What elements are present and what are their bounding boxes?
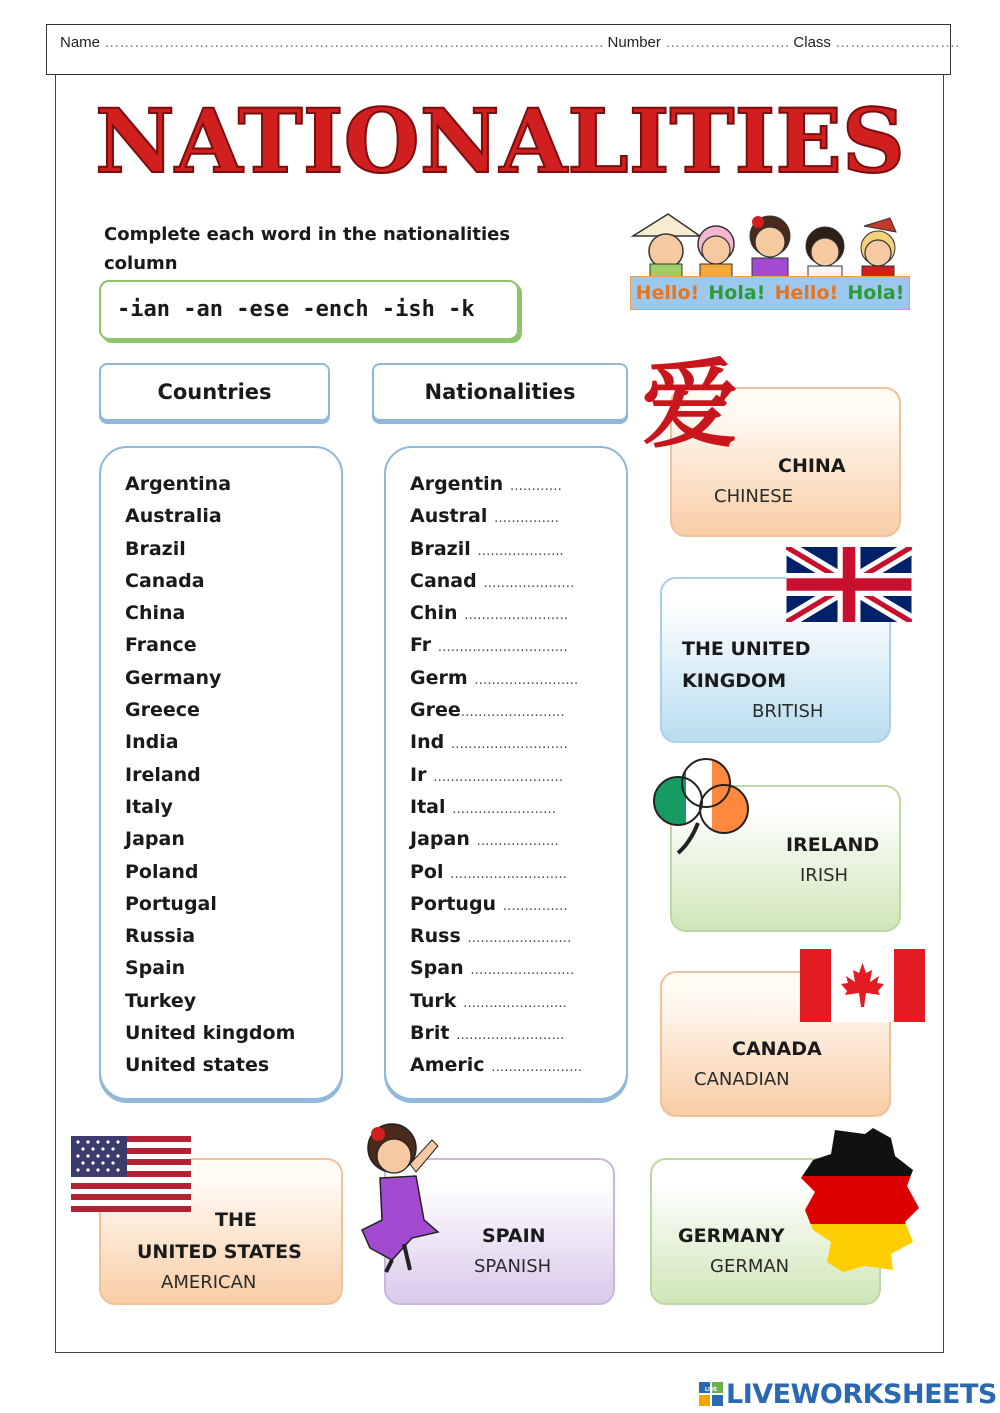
country-item: Germany [125,666,222,689]
nationality-item [410,856,582,888]
logo-badge-text: LIVE [704,1387,718,1393]
card-country: GERMANY [678,1225,785,1247]
nationality-item [410,565,582,597]
card-country: IRELAND [786,834,880,856]
nationality-item [410,1017,582,1049]
answer-blank[interactable]: ……………………… [450,737,568,753]
nationality-stem: Germ [410,666,468,689]
answer-blank[interactable]: ………………… [491,1060,583,1076]
answer-blank[interactable]: ………………. [476,834,559,850]
country-item: Japan [125,828,185,851]
nationality-item [410,694,582,726]
nationality-stem: Argentin [410,473,504,495]
number-label: Number [607,34,661,51]
nationality-stem: Austral [410,505,488,528]
answer-blank[interactable]: ……………………… [450,866,568,882]
card-nationality: IRISH [800,865,849,886]
uk-flag-icon [786,547,912,622]
card-nationality: CANADIAN [694,1069,790,1090]
liveworksheets-logo-text: LIVEWORKSHEETS [726,1378,997,1410]
class-label: Class [793,34,831,51]
nationality-item [410,500,582,532]
country-item: Ireland [125,763,201,786]
child-1 [633,214,700,278]
page-title [90,92,910,192]
nationality-stem: Fr [410,634,432,657]
answer-blank[interactable]: ………………………… [437,640,568,656]
germany-map-flag-icon [795,1126,927,1274]
nationality-stem: Brazil [410,537,471,560]
nationality-stem: Span [410,957,464,980]
nationality-stem: Russ [410,925,461,948]
liveworksheets-badge-icon [698,1381,724,1407]
banner-word-2: Hola! [708,282,766,304]
answer-blank[interactable]: …………………… [470,963,575,979]
nationality-item [410,985,582,1017]
child-3 [750,216,790,278]
card-nationality: GERMAN [710,1256,790,1277]
country-item: Spain [125,957,186,980]
nationality-item [410,888,582,920]
child-4 [806,227,844,278]
nationality-stem: Brit [410,1022,450,1045]
nationalities-list-panel [384,446,628,1100]
card-nationality: CHINESE [714,486,794,507]
nationality-item [410,629,582,661]
endings-box: -ian -an -ese -ench -ish -k [99,280,519,340]
nationality-stem: Japan [410,828,470,851]
nationality-stem: Turk [410,989,457,1012]
countries-list [125,468,295,1082]
nationality-item [410,759,582,791]
nationality-item [410,952,582,984]
page-title-text: NATIONALITIES [95,92,905,192]
country-item: United states [125,1054,270,1077]
nationality-stem: Canad [410,569,477,592]
card-country: CHINA [778,455,846,477]
card-country: SPAIN [482,1225,546,1247]
answer-blank[interactable]: ……………………. [456,1028,565,1044]
country-item: Italy [125,795,173,818]
flamenco-dancer-illustration [352,1120,454,1276]
nationality-item [410,726,582,758]
answer-blank[interactable]: …………… [493,511,559,527]
answer-blank[interactable]: ………………… [483,575,575,591]
canada-flag-icon [800,949,925,1022]
country-item: France [125,634,197,657]
liveworksheets-logo[interactable] [698,1376,997,1412]
name-blank[interactable]: ………………………………………………………………………………………. [104,34,604,51]
country-item: Poland [125,860,199,883]
nationalities-header: Nationalities [372,363,628,421]
banner-word-1: Hello! [635,282,700,304]
countries-list-panel [99,446,343,1100]
name-label: Name [60,34,101,51]
child-2 [698,226,734,278]
country-item: Australia [125,505,222,528]
answer-blank[interactable]: ……………….. [477,543,564,559]
nationality-item [410,791,582,823]
card-nationality: BRITISH [752,701,824,722]
card-nationality: AMERICAN [161,1272,257,1293]
answer-blank[interactable]: …………………… [474,672,579,688]
nationality-item [410,597,582,629]
card-country-line-1: THE UNITED [682,638,811,660]
card-country-line-2: UNITED STATES [137,1241,302,1263]
country-item: Argentina [125,473,232,495]
country-item: China [125,602,186,625]
answer-blank[interactable]: …………………… [463,995,568,1011]
answer-blank[interactable]: …………………… [452,801,557,817]
answer-blank[interactable]: ………………………… [433,769,564,785]
nationality-item [410,662,582,694]
nationality-item [410,1049,582,1081]
answer-blank[interactable]: …………………… [460,705,565,721]
banner-word-3: Hello! [774,282,839,304]
country-item: Greece [125,699,200,722]
nationality-item [410,920,582,952]
nationality-item [410,468,582,500]
usa-flag-icon [71,1136,191,1212]
answer-blank[interactable]: …………………… [467,931,572,947]
instructions-line-1: Complete each word in the nationalities column [104,224,511,274]
country-item: Canada [125,569,205,592]
banner-word-4: Hola! [847,282,905,304]
country-item: Russia [125,925,196,948]
nationality-stem: Chin [410,602,458,625]
answer-blank[interactable]: ………… [509,479,562,494]
student-info-line [60,34,959,51]
nationality-item [410,823,582,855]
card-country-line-1: THE [215,1209,257,1231]
nationality-stem: Ind [410,731,445,754]
nationality-stem: Portugu [410,892,497,915]
countries-header: Countries [99,363,330,421]
shamrock-ireland-flag-icon [638,753,760,857]
country-item: India [125,731,179,754]
chinese-love-character: 爱 [642,349,738,461]
child-5 [861,218,896,278]
nationality-item [410,533,582,565]
nationality-stem: Gree [410,699,461,722]
nationality-stem: Ir [410,763,427,786]
hello-hola-sign [630,276,910,310]
country-item: Portugal [125,892,217,915]
card-nationality: SPANISH [474,1256,552,1277]
answer-blank[interactable]: …………………… [464,608,569,624]
country-item: Brazil [125,537,186,560]
country-item: Turkey [125,989,197,1012]
answer-blank[interactable]: …………… [502,898,568,914]
card-country: CANADA [732,1038,822,1060]
class-blank[interactable]: ……………………. [835,34,960,51]
nationality-stem: Ital [410,795,446,818]
nationality-stem: Pol [410,860,444,883]
country-item: United kingdom [125,1022,296,1045]
nationalities-list [410,468,582,1082]
card-country-line-2: KINGDOM [682,670,787,692]
number-blank[interactable]: ……………………. [665,34,790,51]
nationality-stem: Americ [410,1054,485,1077]
